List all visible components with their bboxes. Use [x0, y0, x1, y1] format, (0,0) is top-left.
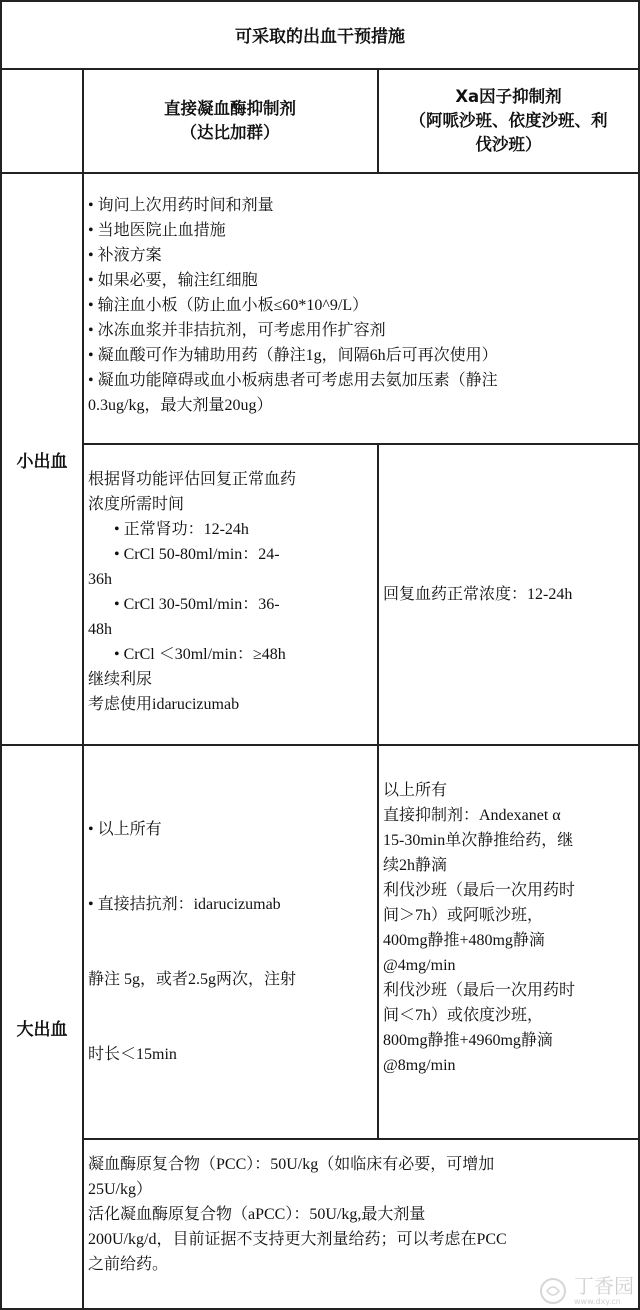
- list-item: 考虑使用idarucizumab: [88, 696, 240, 713]
- list-item: 48h: [88, 621, 112, 638]
- list-item: 之前给药。: [88, 1256, 169, 1273]
- list-item: • 询问上次用药时间和剂量: [88, 197, 274, 214]
- list-item: 800mg静推+4960mg静滴: [383, 1032, 553, 1049]
- col-header-dti: [84, 70, 376, 172]
- list-item: 间＞7h）或阿哌沙班，: [383, 907, 544, 924]
- watermark-url: www.dxy.cn: [574, 1297, 621, 1306]
- list-item: 以上所有: [383, 782, 448, 799]
- minor-dti-measures: [84, 467, 376, 717]
- list-item: 间＜7h）或依度沙班，: [383, 1007, 544, 1024]
- list-item: • 以上所有: [88, 821, 162, 838]
- list-item: • 当地医院止血措施: [88, 222, 226, 239]
- table-border-bottom: [0, 1308, 640, 1310]
- dxy-logo-icon: [538, 1276, 568, 1306]
- list-item: 利伐沙班（最后一次用药时: [383, 982, 576, 999]
- major-shared-measures: [84, 1152, 638, 1277]
- list-item: 15-30min单次静推给药，继: [383, 832, 574, 849]
- table-title: 可采取的出血干预措施: [235, 26, 405, 47]
- list-item: • CrCl ＜30ml/min：≥48h: [114, 646, 286, 663]
- watermark: [538, 1276, 634, 1306]
- list-item: 静注 5g，或者2.5g两次，注射: [88, 971, 297, 988]
- list-item: • 冰冻血浆并非拮抗剂，可考虑用作扩容剂: [88, 322, 386, 339]
- list-item: 利伐沙班（最后一次用药时: [383, 882, 576, 899]
- minor-xa-measures: [379, 445, 638, 744]
- list-item: 400mg静推+480mg静滴: [383, 932, 545, 949]
- list-item: 继续利尿: [88, 671, 153, 688]
- list-item: 续2h静滴: [383, 857, 448, 874]
- major-dti-measures: [84, 746, 376, 1138]
- list-item: 根据肾功能评估回复正常血药: [88, 471, 297, 488]
- list-item: @8mg/min: [383, 1057, 456, 1074]
- col-header-dti-line: （达比加群）: [180, 123, 280, 142]
- list-item: 200U/kg/d，目前证据不支持更大剂量给药；可以考虑在PCC: [88, 1231, 507, 1248]
- minor-shared-measures: [84, 193, 638, 418]
- list-item: 时长＜15min: [88, 1046, 177, 1063]
- col-header-dti-line: 直接凝血酶抑制剂: [164, 99, 296, 118]
- col-header-xa-line: （阿哌沙班、依度沙班、利: [409, 111, 608, 130]
- list-item: 回复血药正常浓度：12-24h: [383, 586, 573, 603]
- list-item: • CrCl 30-50ml/min：36-: [114, 596, 280, 613]
- major-xa-measures: [379, 778, 638, 1078]
- list-item: • 如果必要，输注红细胞: [88, 272, 258, 289]
- rule-below-header: [0, 172, 640, 174]
- list-item: • 直接拮抗剂：idarucizumab: [88, 896, 281, 913]
- list-item: • CrCl 50-80ml/min：24-: [114, 546, 280, 563]
- list-item: • 输注血小板（防止血小板≤60*10^9/L）: [88, 297, 369, 314]
- list-item: 25U/kg）: [88, 1181, 153, 1198]
- list-item: 36h: [88, 571, 112, 588]
- list-item: • 凝血酸可作为辅助用药（静注1g，间隔6h后可再次使用）: [88, 347, 498, 364]
- list-item: 直接抑制剂：Andexanet α: [383, 807, 561, 824]
- watermark-text: 丁香园: [574, 1274, 634, 1298]
- list-item: • 凝血功能障碍或血小板病患者可考虑用去氨加压素（静注: [88, 372, 498, 389]
- list-item: 0.3ug/kg，最大剂量20ug）: [88, 397, 273, 414]
- col-header-xa-line: Xa因子抑制剂: [455, 87, 562, 106]
- list-item: @4mg/min: [383, 957, 456, 974]
- col-header-xa-line: 伐沙班）: [475, 135, 542, 154]
- list-item: 活化凝血酶原复合物（aPCC）：50U/kg,最大剂量: [88, 1206, 426, 1223]
- row-header-minor: 小出血: [16, 451, 68, 472]
- list-item: 凝血酶原复合物（PCC）：50U/kg（如临床有必要，可增加: [88, 1156, 495, 1173]
- row-header-major: 大出血: [16, 1019, 68, 1040]
- list-item: • 补液方案: [88, 247, 162, 264]
- rule-major-split: [82, 1138, 640, 1140]
- col-header-xa: [379, 70, 638, 172]
- table-border-right: [638, 0, 640, 1310]
- list-item: • 正常肾功：12-24h: [114, 521, 249, 538]
- list-item: 浓度所需时间: [88, 496, 185, 513]
